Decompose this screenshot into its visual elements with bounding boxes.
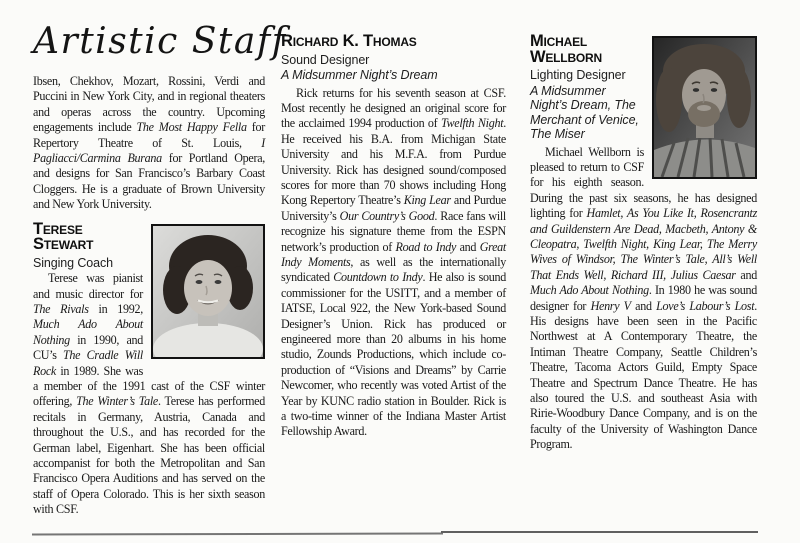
michael-portrait-artwork (654, 38, 755, 177)
person-role-lighting-designer: Lighting Designer (530, 68, 626, 82)
person-shows-richard-thomas: A Midsummer Night’s Dream (281, 68, 438, 82)
bio-text-michael-wellborn: Michael Wellborn is pleased to return to CSF for his eighth season. During the past six seasons, he has designed lighting for Hamlet, As You Like It, Rosencrantz and Guildenstern Are Dead, Macbeth, Antony & Cleopatra, Twelfth Night, King Lear, The Merry Wives of Windsor, The Winter’s Tale, All’s Well That Ends Well, Richard III, Julius Caesar and Much Ado About Nothing. In 1980 he was sound designer for Henry V and Love’s Labour’s Lost. His designs have been seen in the Pacific Northwest at A Contemporary Theatre, the Intiman Theatre Company, Seattle Children’s Theatre, Tacoma Actors Guild, Empty Space Theatre and Spectrum Dance Theatre. He has also toured the U.S. and southeast Asia with Ririe-Woodbury Dance Company, and is on the faculty of the University of Washington Dance Program. (530, 144, 758, 452)
bio-section-richard-thomas (281, 34, 506, 440)
person-role-singing-coach: Singing Coach (33, 255, 114, 270)
column-left (33, 21, 287, 518)
person-name-terese-stewart: Terese Stewart (33, 219, 94, 254)
bio-text-terese-stewart: Terese was pianist and music director for The Rivals in 1992, Much Ado About Nothing in 1990, and CU’s The Cradle Will Rock in 1989. She was a member of the 1991 cast of the CSF winter offering, The Winter’s Tale. Terese has performed recitals in Germany, Austria, Canada and throughout the U.S., and has recorded for the German label, Eigenhart. She has been official accompanist for both the Metropolitan and San Francisco Opera Auditions and has served on the staff of Opera Colorado. This is her sixth season with CSF. (33, 271, 265, 517)
person-shows-michael-wellborn: A Midsummer Night’s Dream, The Merchant of Venice, The Miser (530, 83, 639, 141)
terese-portrait-artwork (153, 226, 263, 357)
continued-bio-paragraph: Ibsen, Chekhov, Mozart, Rossini, Verdi and Puccini in New York City, and in regional theaters and operas across the country. Upcoming engagements include The Most Happy Fella for Repertory Theatre of St. Louis, I Pagliacci/Carmina Burana for Portland Opera, and designs for San Francisco’s Barbary Coast Cloggers. He is a graduate of Brown University and New York University. (33, 74, 265, 212)
terese-stewart-photo (151, 224, 265, 359)
bio-text-richard-thomas: Rick returns for his seventh season at CSF. Most recently he designed an original score for the acclaimed 1994 production of Twelfth Night. He received his B.A. from Michigan State University and his M.F.A. from Purdue University. Rick has designed sound/composed scores for more than 70 shows including Hong Kong Repertory Theatre’s King Lear and Purdue University’s Our Country’s Good. Race fans will recognize his signature theme from the ESPN network’s production of Road to Indy and Great Indy Moments, as well as the internationally syndicated Countdown to Indy. He also is sound commissioner for the USITT, and a member of IATSE, Local 922, the New York-based Sound Designer’s Union. Rick has produced or engineered more than 20 albums in his home studio, Zounds Productions, which include co-production of “Visions and Dreams” by Carrie Newcomer, who recently was voted Artist of the Year by KUNC radio station in Boulder. Rick is a two-time winner of the Indiana Master Artist Fellowship Award. (281, 85, 506, 439)
column-right (530, 34, 757, 453)
column-middle (281, 34, 506, 440)
page-title: Artistic Staff (33, 21, 287, 62)
bottom-rule-left-segment (32, 532, 443, 535)
bio-section-terese-stewart (33, 219, 265, 518)
bottom-rule-right-segment (441, 531, 758, 533)
person-name-richard-thomas: Richard K. Thomas (281, 32, 417, 50)
michael-wellborn-photo (652, 36, 757, 179)
person-role-sound-designer: Sound Designer (281, 52, 370, 67)
bio-section-michael-wellborn (530, 34, 757, 453)
person-name-michael-wellborn: Michael Wellborn (530, 32, 602, 66)
